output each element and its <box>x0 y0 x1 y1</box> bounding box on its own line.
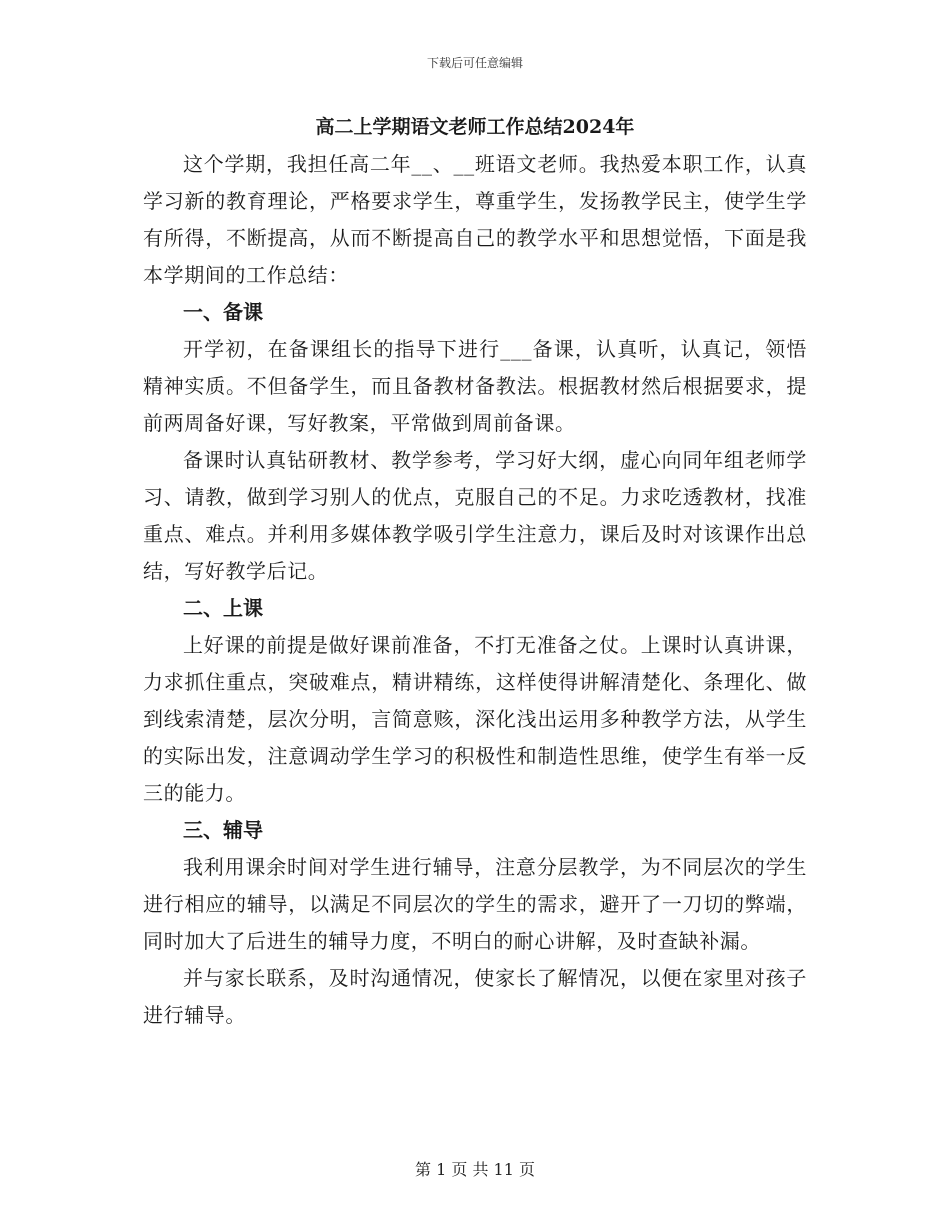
section-heading-tutoring: 三、辅导 <box>183 818 263 842</box>
document-body <box>143 112 807 1034</box>
page-header: 下载后可任意编辑 <box>426 56 523 70</box>
lesson-prep-paragraph-2: 备课时认真钻研教材、教学参考，学习好大纲，虚心向同年组老师学习、请教，做到学习别人的优点，克服自己的不足。力求吃透教材，找准重点、难点。并利用多媒体教学吸引学生注意力，课后及时对该课作出总结，写好教学后记。 <box>143 448 807 583</box>
page-footer: 第 1 页 共 11 页 <box>415 1160 535 1179</box>
tutoring-paragraph-2: 并与家长联系，及时沟通情况，使家长了解情况，以便在家里对孩子进行辅导。 <box>143 966 807 1027</box>
teaching-paragraph: 上好课的前提是做好课前准备，不打无准备之仗。上课时认真讲课，力求抓住重点，突破难点，精讲精练，这样使得讲解清楚化、条理化、做到线索清楚，层次分明，言简意赅，深化浅出运用多种教学方法，从学生的实际出发，注意调动学生学习的积极性和制造性思维，使学生有举一反三的能力。 <box>143 633 807 805</box>
tutoring-paragraph-1: 我利用课余时间对学生进行辅导，注意分层教学，为不同层次的学生进行相应的辅导，以满足不同层次的学生的需求，避开了一刀切的弊端，同时加大了后进生的辅导力度，不明白的耐心讲解，及时查缺补漏。 <box>143 855 807 953</box>
document-title: 高二上学期语文老师工作总结2024年 <box>315 116 635 138</box>
lesson-prep-paragraph-1: 开学初，在备课组长的指导下进行___备课，认真听，认真记，领悟精神实质。不但备学生，而且备教材备教法。根据教材然后根据要求，提前两周备好课，写好教案，平常做到周前备课。 <box>143 337 807 435</box>
section-heading-lesson-prep: 一、备课 <box>183 300 263 324</box>
section-heading-teaching: 二、上课 <box>183 596 263 620</box>
intro-paragraph: 这个学期，我担任高二年__、__班语文老师。我热爱本职工作，认真学习新的教育理论，严格要求学生，尊重学生，发扬教学民主，使学生学有所得，不断提高，从而不断提高自己的教学水平和思想觉悟，下面是我本学期间的工作总结： <box>143 152 807 287</box>
